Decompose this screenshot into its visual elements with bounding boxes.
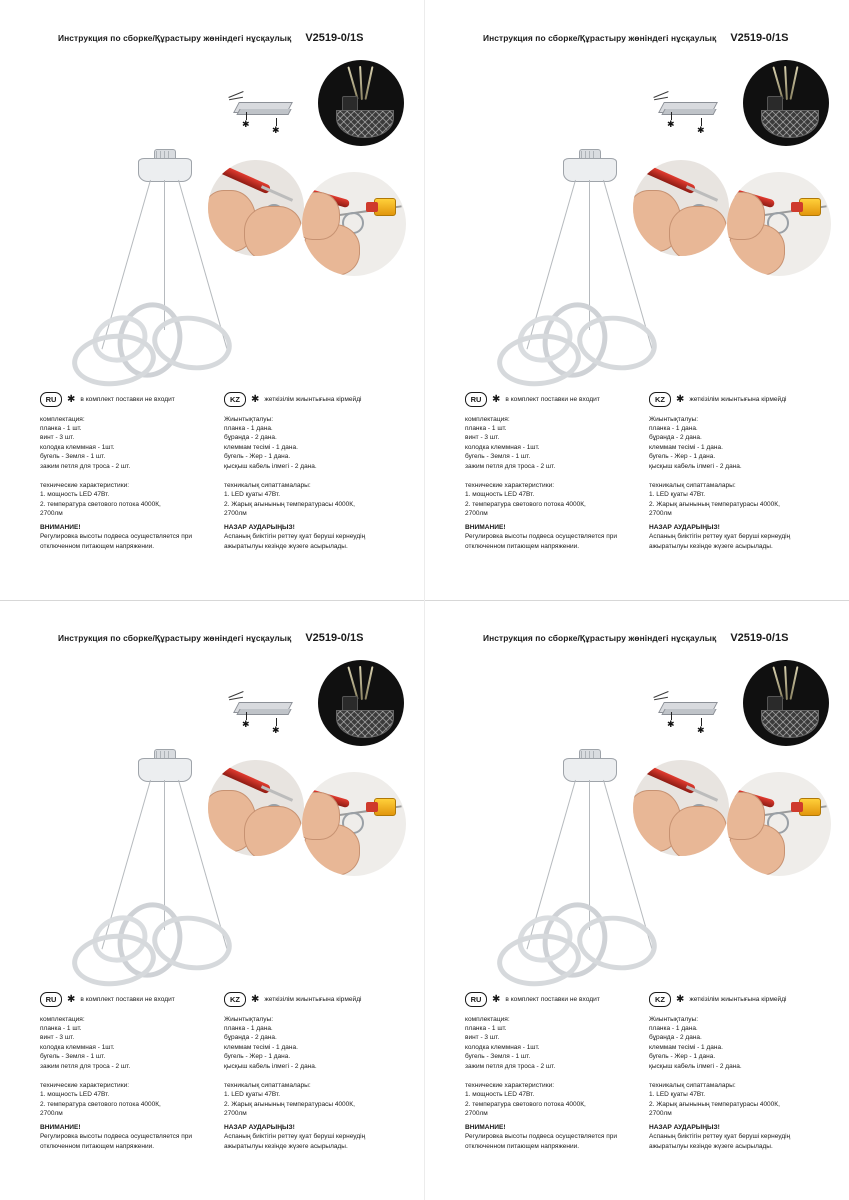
panel-header xyxy=(58,632,402,644)
illustration-area xyxy=(443,652,833,982)
asterisk-marker-icon: ✱ xyxy=(242,119,250,129)
kit-item: винт - 3 шт. xyxy=(40,434,75,442)
kit-item: колодка клеммная - 1шт. xyxy=(465,443,540,451)
kit-item: винт - 3 шт. xyxy=(465,434,500,442)
spec-item: 1. мощность LED 47Вт. xyxy=(465,491,535,499)
russian-column xyxy=(465,992,649,1157)
kit-item: бұранда - 2 дана. xyxy=(224,1034,277,1042)
mesh-shade-icon xyxy=(336,710,394,738)
warning-title: НАЗАР АУДАРЫҢЫЗ! xyxy=(649,1124,720,1132)
wire-mesh-photo-bubble xyxy=(743,60,829,146)
kit-items xyxy=(465,424,641,471)
spec-item: 2700лм xyxy=(224,509,247,517)
warning-text xyxy=(649,532,825,551)
kit-item: бугель - Земля - 1 шт. xyxy=(40,453,106,461)
kit-title: Жиынтықталуы: xyxy=(224,1016,274,1023)
spec-item: 2700лм xyxy=(40,1109,63,1117)
asterisk-icon: ✱ xyxy=(492,993,501,1005)
page-title: Инструкция по сборке/Құрастыру жөніндегі нұсқаулық xyxy=(483,33,717,43)
spec-item: 2700лм xyxy=(224,1109,247,1117)
kit-item: қысқыш кабель ілмегі - 2 дана. xyxy=(224,462,317,470)
asterisk-icon: ✱ xyxy=(251,993,260,1005)
asterisk-marker-icon: ✱ xyxy=(272,125,280,135)
kit-title: Жиынтықталуы: xyxy=(224,416,274,423)
spec-item: 1. мощность LED 47Вт. xyxy=(465,1091,535,1099)
cable-clamp-photo-bubble xyxy=(727,772,831,876)
asterisk-marker-icon: ✱ xyxy=(667,719,675,729)
warning-text xyxy=(649,1132,825,1151)
hand-icon xyxy=(302,792,340,840)
spec-item: 1. LED қуаты 47Вт. xyxy=(224,1091,281,1099)
spec-item: 1. мощность LED 47Вт. xyxy=(40,491,110,499)
kit-item: бугель - Жер - 1 дана. xyxy=(224,453,291,461)
asterisk-marker-icon: ✱ xyxy=(272,725,280,735)
russian-column xyxy=(465,392,649,557)
lamp-drawing xyxy=(457,738,667,978)
hand-icon xyxy=(244,806,302,856)
warning-text xyxy=(465,1132,641,1151)
language-badge-ru: RU xyxy=(465,392,487,407)
mounting-bracket-icon xyxy=(228,688,296,735)
kit-title: Жиынтықталуы: xyxy=(649,416,699,423)
mesh-shade-icon xyxy=(761,710,819,738)
wire-mesh-photo-bubble xyxy=(318,60,404,146)
spec-item: 1. мощность LED 47Вт. xyxy=(40,1091,110,1099)
kit-item: бугель - Земля - 1 шт. xyxy=(40,1053,106,1061)
canopy-icon xyxy=(563,758,617,782)
warning-body: Регулировка высоты подвеса осуществляется при отключенном питающем напряжении. xyxy=(465,533,617,550)
warning-text xyxy=(40,1132,216,1151)
not-included-note: в комплект поставки не входит xyxy=(505,396,600,403)
warning-body: Аспаның биіктігін реттеу қуат беруші кернеудің ажыратылуы кезінде жүзеге асырылады. xyxy=(649,1133,791,1150)
ru-badge-line xyxy=(40,992,216,1007)
language-badge-kz: KZ xyxy=(224,392,246,407)
canopy-icon xyxy=(563,158,617,182)
kit-item: планка - 1 шт. xyxy=(40,425,82,432)
kit-item: бугель - Жер - 1 дана. xyxy=(649,453,716,461)
warning-title: ВНИМАНИЕ! xyxy=(465,524,506,532)
warning-text xyxy=(224,1132,400,1151)
kit-item: винт - 3 шт. xyxy=(40,1034,75,1042)
spec-item: 1. LED қуаты 47Вт. xyxy=(224,491,281,499)
specification-text-block xyxy=(40,992,408,1157)
instruction-panel xyxy=(425,600,849,1200)
mesh-shade-icon xyxy=(761,110,819,138)
kit-title: комплектация: xyxy=(40,416,85,423)
specs-items xyxy=(649,1090,825,1118)
asterisk-marker-icon: ✱ xyxy=(242,719,250,729)
illustration-area xyxy=(18,652,408,982)
kit-items xyxy=(649,424,825,471)
spec-item: 2700лм xyxy=(649,509,672,517)
specification-text-block xyxy=(465,992,833,1157)
specs-title: технические характеристики: xyxy=(40,482,130,490)
warning-body: Регулировка высоты подвеса осуществляется при отключенном питающем напряжении. xyxy=(40,1133,192,1150)
kit-items xyxy=(224,424,400,471)
specs-items xyxy=(649,490,825,518)
russian-column xyxy=(40,392,224,557)
kit-item: клеммам тесімі - 1 дана. xyxy=(649,1043,723,1051)
warning-title: ВНИМАНИЕ! xyxy=(40,1124,81,1132)
spec-item: 1. LED қуаты 47Вт. xyxy=(649,1091,706,1099)
warning-title: ВНИМАНИЕ! xyxy=(465,1124,506,1132)
spec-item: 2. температура светового потока 4000К, xyxy=(40,500,161,508)
kit-item: клеммам тесімі - 1 дана. xyxy=(649,443,723,451)
lamp-drawing xyxy=(457,138,667,378)
kit-item: зажим петля для троса - 2 шт. xyxy=(465,462,556,470)
model-number: V2519-0/1S xyxy=(730,32,789,44)
language-badge-ru: RU xyxy=(40,992,62,1007)
not-included-note: жеткізілім жиынтығына кірмейді xyxy=(689,396,787,403)
warning-body: Регулировка высоты подвеса осуществляется при отключенном питающем напряжении. xyxy=(40,533,192,550)
spec-item: 2700лм xyxy=(40,509,63,517)
panel-header xyxy=(58,32,402,44)
kz-badge-line xyxy=(224,992,400,1007)
kit-item: зажим петля для троса - 2 шт. xyxy=(465,1062,556,1070)
specs-title: техникалық сипаттамалары: xyxy=(224,1082,311,1090)
not-included-note: в комплект поставки не входит xyxy=(505,996,600,1003)
kit-title: комплектация: xyxy=(465,416,510,423)
mesh-shade-icon xyxy=(336,110,394,138)
not-included-note: жеткізілім жиынтығына кірмейді xyxy=(264,996,362,1003)
kit-items xyxy=(649,1024,825,1071)
mounting-bracket-icon xyxy=(228,88,296,135)
kit-item: зажим петля для троса - 2 шт. xyxy=(40,1062,131,1070)
kit-item: қысқыш кабель ілмегі - 2 дана. xyxy=(649,1062,742,1070)
kit-items xyxy=(40,1024,216,1071)
model-number: V2519-0/1S xyxy=(305,32,364,44)
model-number: V2519-0/1S xyxy=(730,632,789,644)
panel-header xyxy=(483,32,827,44)
kit-title: комплектация: xyxy=(40,1016,85,1023)
warning-title: НАЗАР АУДАРЫҢЫЗ! xyxy=(224,524,295,532)
lamp-drawing xyxy=(32,738,242,978)
kit-item: колодка клеммная - 1шт. xyxy=(40,443,115,451)
warning-body: Аспаның биіктігін реттеу қуат беруші кернеудің ажыратылуы кезінде жүзеге асырылады. xyxy=(649,533,791,550)
asterisk-icon: ✱ xyxy=(676,993,685,1005)
spec-item: 1. LED қуаты 47Вт. xyxy=(649,491,706,499)
wire-mesh-photo-bubble xyxy=(318,660,404,746)
kit-item: бугель - Жер - 1 дана. xyxy=(649,1053,716,1061)
page-title: Инструкция по сборке/Құрастыру жөніндегі нұсқаулық xyxy=(58,633,292,643)
kit-item: планка - 1 дана. xyxy=(224,1025,273,1032)
warning-body: Регулировка высоты подвеса осуществляется при отключенном питающем напряжении. xyxy=(465,1133,617,1150)
asterisk-marker-icon: ✱ xyxy=(697,125,705,135)
kz-badge-line xyxy=(649,392,825,407)
not-included-note: в комплект поставки не входит xyxy=(80,396,175,403)
not-included-note: жеткізілім жиынтығына кірмейді xyxy=(689,996,787,1003)
model-number: V2519-0/1S xyxy=(305,632,364,644)
illustration-area xyxy=(18,52,408,382)
spec-item: 2700лм xyxy=(465,509,488,517)
specs-title: технические характеристики: xyxy=(40,1082,130,1090)
specs-items xyxy=(40,1090,216,1118)
warning-title: НАЗАР АУДАРЫҢЫЗ! xyxy=(224,1124,295,1132)
spec-item: 2. Жарық ағынының температурасы 4000К, xyxy=(649,1100,780,1108)
kit-item: бұранда - 2 дана. xyxy=(649,434,702,442)
specs-items xyxy=(465,490,641,518)
specification-text-block xyxy=(465,392,833,557)
lamp-drawing xyxy=(32,138,242,378)
spec-item: 2. Жарық ағынының температурасы 4000К, xyxy=(224,500,355,508)
warning-title: НАЗАР АУДАРЫҢЫЗ! xyxy=(649,524,720,532)
specs-title: техникалық сипаттамалары: xyxy=(649,482,736,490)
ru-badge-line xyxy=(40,392,216,407)
wire-mesh-photo-bubble xyxy=(743,660,829,746)
kit-title: комплектация: xyxy=(465,1016,510,1023)
specs-title: техникалық сипаттамалары: xyxy=(224,482,311,490)
kit-item: колодка клеммная - 1шт. xyxy=(465,1043,540,1051)
kit-item: бугель - Жер - 1 дана. xyxy=(224,1053,291,1061)
page-title: Инструкция по сборке/Құрастыру жөніндегі нұсқаулық xyxy=(483,633,717,643)
language-badge-kz: KZ xyxy=(649,392,671,407)
kit-items xyxy=(224,1024,400,1071)
panel-header xyxy=(483,632,827,644)
kazakh-column xyxy=(649,392,833,557)
kazakh-column xyxy=(224,392,408,557)
kit-item: планка - 1 дана. xyxy=(649,1025,698,1032)
asterisk-icon: ✱ xyxy=(251,393,260,405)
kit-item: планка - 1 дана. xyxy=(649,425,698,432)
kit-items xyxy=(465,1024,641,1071)
spec-item: 2. температура светового потока 4000К, xyxy=(465,500,586,508)
spec-item: 2. температура светового потока 4000К, xyxy=(40,1100,161,1108)
warning-body: Аспаның биіктігін реттеу қуат беруші кернеудің ажыратылуы кезінде жүзеге асырылады. xyxy=(224,533,366,550)
spec-item: 2. Жарық ағынының температурасы 4000К, xyxy=(649,500,780,508)
asterisk-icon: ✱ xyxy=(67,993,76,1005)
specs-title: техникалық сипаттамалары: xyxy=(649,1082,736,1090)
spec-item: 2. Жарық ағынының температурасы 4000К, xyxy=(224,1100,355,1108)
canopy-icon xyxy=(138,758,192,782)
mounting-bracket-icon xyxy=(653,688,721,735)
hand-icon xyxy=(727,792,765,840)
instruction-panel xyxy=(0,600,424,1200)
kazakh-column xyxy=(649,992,833,1157)
spec-item: 2700лм xyxy=(465,1109,488,1117)
hand-icon xyxy=(302,192,340,240)
specs-items xyxy=(224,490,400,518)
specs-items xyxy=(224,1090,400,1118)
mounting-bracket-icon xyxy=(653,88,721,135)
russian-column xyxy=(40,992,224,1157)
warning-title: ВНИМАНИЕ! xyxy=(40,524,81,532)
kit-items xyxy=(40,424,216,471)
ru-badge-line xyxy=(465,992,641,1007)
kit-item: қысқыш кабель ілмегі - 2 дана. xyxy=(224,1062,317,1070)
kit-item: бұранда - 2 дана. xyxy=(224,434,277,442)
ru-badge-line xyxy=(465,392,641,407)
kit-item: клеммам тесімі - 1 дана. xyxy=(224,443,298,451)
asterisk-icon: ✱ xyxy=(67,393,76,405)
hand-icon xyxy=(727,192,765,240)
language-badge-ru: RU xyxy=(40,392,62,407)
asterisk-marker-icon: ✱ xyxy=(697,725,705,735)
specs-items xyxy=(465,1090,641,1118)
asterisk-icon: ✱ xyxy=(676,393,685,405)
spec-item: 2700лм xyxy=(649,1109,672,1117)
kz-badge-line xyxy=(224,392,400,407)
cable-clamp-photo-bubble xyxy=(302,172,406,276)
kit-item: қысқыш кабель ілмегі - 2 дана. xyxy=(649,462,742,470)
kit-item: бұранда - 2 дана. xyxy=(649,1034,702,1042)
asterisk-icon: ✱ xyxy=(492,393,501,405)
hand-icon xyxy=(669,206,727,256)
kit-item: бугель - Земля - 1 шт. xyxy=(465,1053,531,1061)
kit-item: бугель - Земля - 1 шт. xyxy=(465,453,531,461)
warning-body: Аспаның биіктігін реттеу қуат беруші кернеудің ажыратылуы кезінде жүзеге асырылады. xyxy=(224,1133,366,1150)
kit-title: Жиынтықталуы: xyxy=(649,1016,699,1023)
kit-item: планка - 1 шт. xyxy=(40,1025,82,1032)
language-badge-kz: KZ xyxy=(224,992,246,1007)
kit-item: планка - 1 шт. xyxy=(465,425,507,432)
hand-icon xyxy=(244,206,302,256)
kit-item: колодка клеммная - 1шт. xyxy=(40,1043,115,1051)
canopy-icon xyxy=(138,158,192,182)
instruction-panel xyxy=(0,0,424,600)
kz-badge-line xyxy=(649,992,825,1007)
page-title: Инструкция по сборке/Құрастыру жөніндегі нұсқаулық xyxy=(58,33,292,43)
not-included-note: в комплект поставки не входит xyxy=(80,996,175,1003)
warning-text xyxy=(465,532,641,551)
kit-item: планка - 1 шт. xyxy=(465,1025,507,1032)
kit-item: планка - 1 дана. xyxy=(224,425,273,432)
instruction-panel xyxy=(425,0,849,600)
warning-text xyxy=(224,532,400,551)
specification-text-block xyxy=(40,392,408,557)
language-badge-kz: KZ xyxy=(649,992,671,1007)
hand-icon xyxy=(669,806,727,856)
kit-item: винт - 3 шт. xyxy=(465,1034,500,1042)
kit-item: клеммам тесімі - 1 дана. xyxy=(224,1043,298,1051)
kazakh-column xyxy=(224,992,408,1157)
specs-title: технические характеристики: xyxy=(465,482,555,490)
language-badge-ru: RU xyxy=(465,992,487,1007)
illustration-area xyxy=(443,52,833,382)
warning-text xyxy=(40,532,216,551)
spec-item: 2. температура светового потока 4000К, xyxy=(465,1100,586,1108)
asterisk-marker-icon: ✱ xyxy=(667,119,675,129)
cable-clamp-photo-bubble xyxy=(302,772,406,876)
specs-title: технические характеристики: xyxy=(465,1082,555,1090)
cable-clamp-photo-bubble xyxy=(727,172,831,276)
specs-items xyxy=(40,490,216,518)
kit-item: зажим петля для троса - 2 шт. xyxy=(40,462,131,470)
not-included-note: жеткізілім жиынтығына кірмейді xyxy=(264,396,362,403)
